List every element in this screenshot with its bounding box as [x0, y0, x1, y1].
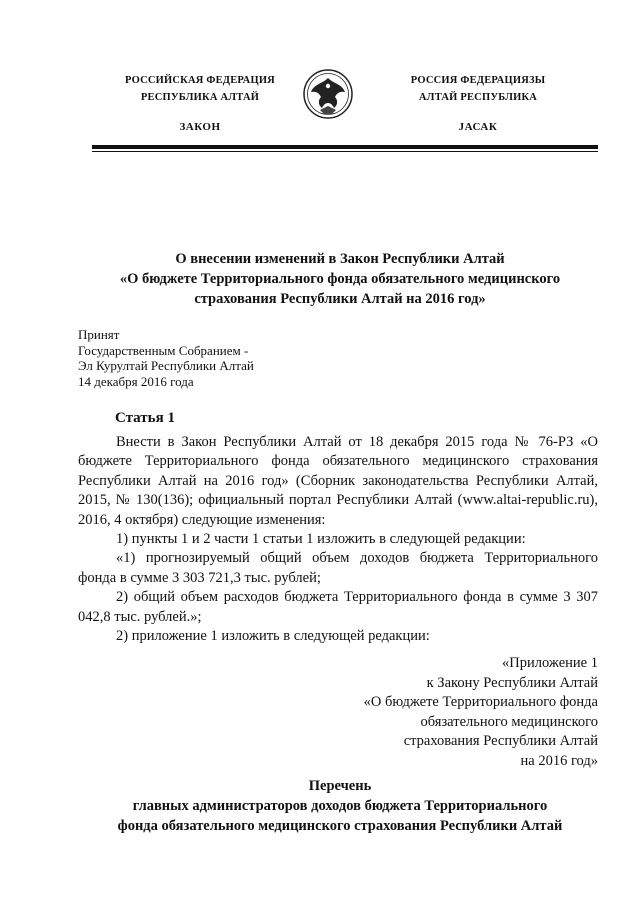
paragraph: «1) прогнозируемый общий объем доходов бюджета Территориального фонда в сумме 3 303 721,3 тыс. рублей; [78, 550, 598, 586]
law-title-line: «О бюджете Территориального фонда обязательного медицинского [119, 271, 561, 287]
header-rule-thick [92, 145, 598, 149]
list-title-line: главных администраторов доходов бюджета Территориального [132, 798, 548, 814]
adoption-line: Государственным Собранием - [78, 342, 249, 358]
paragraph: Внести в Закон Республики Алтай от 18 декабря 2015 года № 76-РЗ «О бюджете Территориального фонда обязательного медицинского страхования Республики Алтай на 2016 год» (Сборник законодательства Республики Алтай, 2015, № 130(136); официальный портал Республики Алтай (www.altai-republic.ru), 2016, 4 октября) следующие изменения: [78, 434, 598, 528]
appendix-caption [364, 654, 598, 772]
law-title-line: страхования Республики Алтай на 2016 год» [194, 291, 486, 307]
doc-type-ru: ЗАКОН [179, 121, 221, 133]
article-body [78, 433, 598, 646]
adoption-line: Принят [78, 327, 120, 342]
country-name-alt: РОССИЯ ФЕДЕРАЦИЯЗЫ [410, 75, 546, 86]
doc-type-alt: JАСАК [458, 121, 498, 133]
republic-name-ru: РЕСПУБЛИКА АЛТАЙ [140, 92, 260, 103]
adoption-date: 14 декабря 2016 года [78, 373, 194, 389]
law-title-line: О внесении изменений в Закон Республики Алтай [175, 251, 505, 267]
appendix-line: страхования Республики Алтай [403, 733, 598, 750]
article-heading: Статья 1 [115, 410, 175, 426]
country-name-ru: РОССИЙСКАЯ ФЕДЕРАЦИЯ [125, 75, 275, 86]
law-title [80, 249, 600, 309]
paragraph: 2) общий объем расходов бюджета Территориального фонда в сумме 3 307 042,8 тыс. рублей.»; [78, 589, 598, 625]
appendix-line: «О бюджете Территориального фонда [363, 694, 598, 711]
header-rule-thin [92, 151, 598, 152]
paragraph: 1) пункты 1 и 2 части 1 статьи 1 изложить в следующей редакции: [116, 531, 526, 548]
list-title [80, 776, 600, 836]
list-title-line: Перечень [308, 778, 372, 794]
paragraph: 2) приложение 1 изложить в следующей редакции: [116, 628, 430, 645]
republic-altai-coat-of-arms-icon [302, 66, 354, 122]
adoption-block [78, 327, 254, 389]
list-title-line: фонда обязательного медицинского страхования Республики Алтай [117, 818, 563, 834]
header-left [110, 72, 290, 136]
adoption-line: Эл Курултай Республики Алтай [78, 358, 254, 373]
header-right [388, 72, 568, 136]
appendix-line: «Приложение 1 [502, 655, 598, 671]
appendix-line: на 2016 год» [520, 752, 598, 769]
appendix-line: обязательного медицинского [420, 713, 598, 730]
republic-name-alt: АЛТАЙ РЕСПУБЛИКА [418, 92, 538, 103]
appendix-line: к Закону Республики Алтай [426, 674, 598, 691]
